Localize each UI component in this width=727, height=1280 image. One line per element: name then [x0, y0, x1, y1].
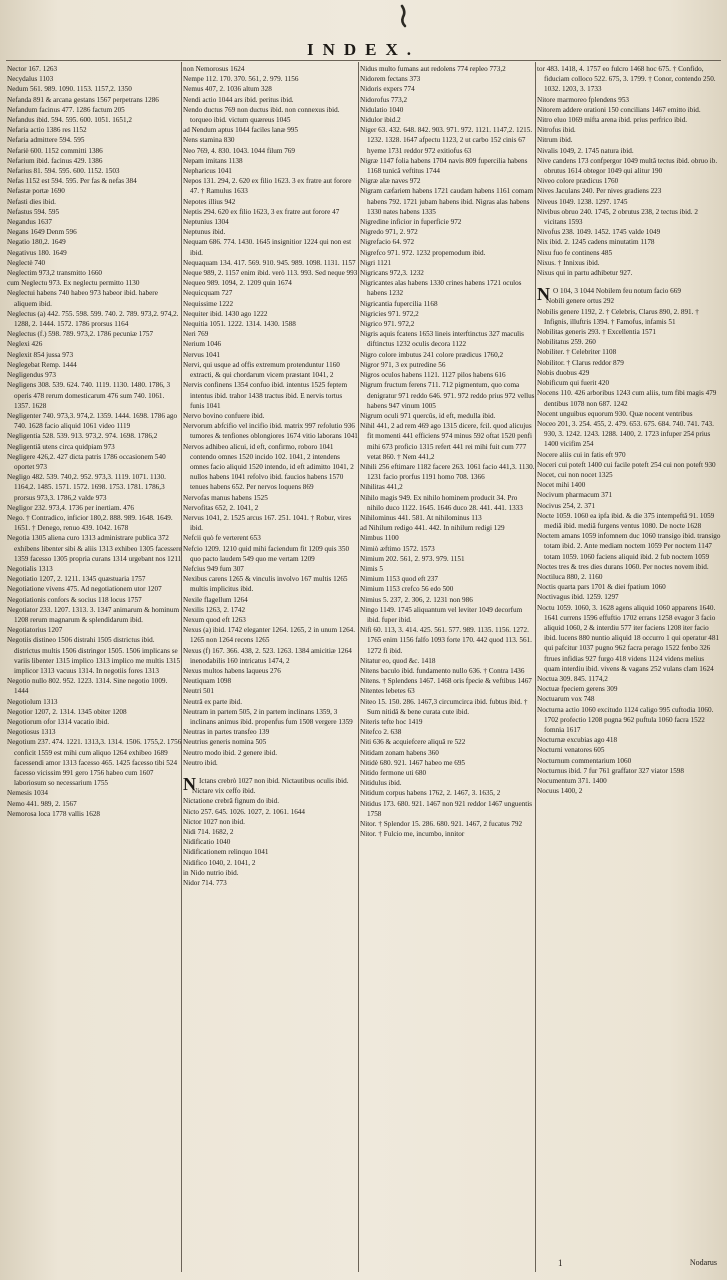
index-entry: Nitro eluo 1069 mifta arena ibid. prius perfrico ibid.	[537, 116, 688, 125]
index-entry: Nobiliter. † Celebriter 1108	[537, 348, 617, 357]
signature-mark: 1	[558, 1258, 563, 1268]
index-entry: Nobilis genere 1192, 2. † Celebris, Clarus 890, 2. 891. † Infignis, illuftris 1394. † Famofus, infamis 51	[537, 307, 699, 326]
index-entry: Nervus 1041, 2. 1525 arcus 167. 251. 1041. † Robur, vires ibid.	[183, 513, 352, 533]
index-entry: Nigredo 971, 2. 972	[360, 228, 418, 237]
index-entry: Nexilis 1263, 2. 1742	[183, 605, 246, 614]
section-gap	[183, 768, 358, 776]
index-entry: Nefcio 1209. 1210 quid mihi faciendum fit 1209 quis 350 quo pacto laudem 549 quo me vertam 1209	[183, 544, 350, 563]
index-entry: Nemorosa loca 1778 vallis 1628	[7, 809, 101, 818]
index-entry: N Ictans crebrò 1027 non ibid. Nictautibus oculis ibid.	[183, 774, 349, 795]
index-entry: Nidificatio 1040	[183, 838, 231, 847]
index-entry: Nequissime 1222	[183, 299, 234, 308]
index-entry: Noctuarum vox 748	[537, 695, 595, 704]
index-entry: Neglectus (a) 442. 755. 598. 599. 740. 2. 789. 973,2. 974,2. 1288, 2. 1444. 1572. 1786 prorsus 1164	[7, 309, 179, 329]
index-entry: Neri 769	[183, 330, 209, 339]
index-entry: Nicto 257. 645. 1026. 1027, 2. 1061. 1644	[183, 807, 305, 816]
index-entry: Nictare vix ceffo ibid.	[192, 787, 256, 796]
index-entry: Nitens. † Splendens 1467. 1468 oris fpecie & veftibus 1467	[360, 677, 532, 686]
index-entry: Nitido fermone uti 680	[360, 769, 427, 778]
index-entry: Nitrum ibid.	[537, 136, 573, 145]
index-entry: Nepos 131. 294, 2. 620 ex filio 1623. 3 ex fratre aut forore 47. † Ramulus 1633	[183, 177, 352, 196]
index-entry: Nequicquam 727	[183, 289, 233, 298]
index-entry: Nervo bovino confuere ibid.	[183, 411, 265, 420]
index-entry: Nobili genere ortus 292	[546, 297, 615, 306]
index-entry: Noctes tres & tres dies durans 1060. Per noctes novem ibid.	[537, 562, 709, 571]
index-entry: Nixus. † Innixus ibid.	[537, 258, 600, 267]
index-entry: Nigricantes alas habens 1330 crines habens 1721 oculos habens 1232	[360, 279, 522, 298]
index-entry: Nocent unguibus equorum 930. Quæ nocent ventribus	[537, 409, 693, 418]
index-entry: Negotior 1207, 2. 1314. 1345 obiter 1208	[7, 707, 127, 716]
index-entry: Nitatur eo, quod &c. 1418	[360, 656, 436, 665]
index-entry: Negligo 482. 539. 740,2. 952. 973,3. 1119. 1071. 1130. 1164,2. 1485. 1571. 1572. 1698. 1753. 1781. 1786,3 prorsus 973,3. 1786,2 valde 973	[7, 473, 166, 502]
index-entry: Nigris aquis fcatens 1653 lineis interftinctus 327 maculis diftinctus 1232 oculis decora 1122	[360, 330, 524, 349]
index-entry: Nocturna actio 1060 excitudo 1124 caligo 995 cuftodia 1060. 1702 profectio 1208 pugna 962 puftula 1060 facra 1522 fomnia 1617	[537, 705, 714, 734]
index-entry: Neglectus (f.) 598. 789. 973,2. 1786 pecuniæ 1757	[7, 330, 154, 339]
index-entry: Nocturnus ibid. 7 fur 761 graffator 327 viator 1598	[537, 766, 684, 775]
index-entry: Nigro colore imbutus 241 colore prædicus 1760,2	[360, 350, 504, 359]
index-entry: cum Neglectu 973. Ex neglectu permitto 1130	[7, 279, 140, 288]
index-entry: Neptis 294. 620 ex filio 1623, 3 ex fratre aut forore 47	[183, 207, 340, 216]
index-entry: Nervorum abfcifio vel incifio ibid. matrix 997 refolutio 936 tumores & tenfiones oblongiores 1674 vitio laborans 1041	[183, 422, 358, 441]
index-entry: Niveus 1049. 1238. 1297. 1745	[537, 197, 628, 206]
index-entry: Nocte 1059. 1060 ea ipfa ibid. & die 375 intempeftâ 91. 1059 mediâ ibid. mediâ furgens ventus 1080. De nocte 1628	[537, 511, 715, 530]
index-entry: Nocuus 1400, 2	[537, 787, 583, 796]
index-entry: Negotium 237. 474. 1221. 1313,3. 1314. 1506. 1755,2. 1756 conficit 1559 est mihi cum aliquo 1264 exhibeo 1689 facessendi amor 1313 facesso 465. 1425 facesso tibi 524 facesso vicissim 991 gero 1756 habeo cum 1607 laboriosum so necessarium 1755	[7, 738, 182, 788]
index-entry: Noctu 1059. 1060, 3. 1628 agens aliquid 1060 apparens 1640. 1641 currens 1596 effuftio 1702 errans 1258 evagor 3 facio aliquid 1060, 2 & interdiu 577 iter faciens 1208 iter facio ibid. lucens 880 nuntio aliquid 18 occurro 1 qui operatur 481 qui pafcitur 1037 pugno 962 facra perago 1522 fenbo 326 ftrues infidias 927 furgo 418 videns 1124 videns melius quam interdiu ibid. vivens & vagans 252 vulans clam 1624	[537, 603, 720, 673]
index-entry: Nemo 441. 989, 2. 1567	[7, 799, 77, 808]
index-entry: Neutras in partes transfeo 139	[183, 728, 270, 737]
index-column-2	[183, 64, 358, 1264]
index-entry: Nihilitas 441,2	[360, 483, 403, 492]
index-entry: Neutiquam 1098	[183, 677, 232, 686]
index-entry: Nictor 1027 non ibid.	[183, 817, 245, 826]
index-entry: Nimiò æftimo 1572. 1573	[360, 544, 435, 553]
index-entry: Negotio nullo 802. 952. 1223. 1314. Sine negotio 1009. 1444	[7, 677, 168, 696]
index-entry: Nens stamina 830	[183, 136, 235, 145]
index-column-4	[537, 64, 721, 1264]
index-entry: Nigræ alæ naves 972	[360, 177, 421, 186]
index-entry: Noctem amans 1059 infomnem duc 1060 transigo ibid. transigo totam ibid. 2. Ante mediam noctem 1059 Per noctem 1147 totam 1059. 1060 faciens aliquid ibid. 2 fub noctem 1059	[537, 532, 721, 561]
index-entry: Nivibus obruo 240. 1745, 2 obrutus 238, 2 tectus ibid. 2 vicitans 1593	[537, 207, 698, 227]
index-entry: Nobilitas generis 293. † Excellentia 1571	[537, 328, 656, 337]
index-entry: Niveo colore prædicus 1760	[537, 177, 619, 186]
index-entry: Nefarium ibid. facinus 429. 1386	[7, 156, 103, 165]
index-entry: Nimium 202. 561, 2. 973. 979. 1151	[360, 554, 465, 563]
index-entry: Neglexi 426	[7, 340, 43, 349]
index-entry: Nervus 1041	[183, 350, 220, 359]
index-entry: Nocivum pharmacum 371	[537, 491, 613, 500]
index-column-1	[7, 64, 182, 1264]
index-entry: Negligentia 528. 539. 913. 973,2. 974. 1698. 1786,2	[7, 432, 158, 441]
index-entry: Neglectui habens 740 habeo 973 habeor ibid. habere aliquem ibid.	[7, 289, 158, 308]
index-entry: Nivalis 1049, 2. 1745 natura ibid.	[537, 146, 634, 155]
index-entry: ad Nendum aptus 1044 faciles lanæ 995	[183, 126, 298, 135]
index-entry: Nexus (a) ibid. 1742 eleganter 1264. 1265, 2 in unum 1264. 1265 non 1264 recens 1265	[183, 626, 356, 645]
index-entry: Nefanda 891 & arcana gestans 1567 perpetrans 1286	[7, 95, 159, 104]
index-entry: Nefastæ portæ 1690	[7, 187, 65, 196]
index-entry: Nequam 686. 774. 1430. 1645 insignitior 1224 qui non est ibid.	[183, 238, 352, 257]
index-entry: ad Nihilum redigo 441. 442. In nihilum redigi 129	[360, 524, 505, 533]
index-entry: Nigredine inficior in fuperficie 972	[360, 218, 462, 227]
index-entry: Noceri cui poteft 1400 cui facile poteft 254 cui non poteft 930	[537, 460, 716, 469]
index-entry: Nefarius 81. 594. 595. 600. 1152. 1503	[7, 167, 120, 176]
index-entry: Nexile flagellum 1264	[183, 595, 248, 604]
index-entry: Nitefco 2. 638	[360, 728, 402, 737]
index-entry: Nives Jaculans 240. Per nives gradiens 223	[537, 187, 662, 196]
index-entry: Nitor. † Fulcio me, incumbo, innitor	[360, 830, 465, 839]
index-entry: Nexum quod eft 1263	[183, 615, 246, 624]
index-entry: Nequeo 989. 1094, 2. 1209 quin 1674	[183, 279, 292, 288]
index-entry: Nigræ 1147 folia habens 1704 navis 809 fupercilia habens 1168 tunicâ veftitus 1744	[360, 156, 528, 176]
index-entry: Neutro modo ibid. 2 genere ibid.	[183, 748, 278, 757]
index-entry: Negatio 180,2. 1649	[7, 238, 66, 247]
index-entry: Nempe 112. 170. 370. 561, 2. 979. 1156	[183, 75, 299, 84]
index-entry: Negligens 308. 539. 624. 740. 1119. 1130. 1480. 1786, 3 operis 478 rerum domesticarum 476 sum 740. 1061. 1357. 1628	[7, 381, 171, 410]
index-entry: Necydalus 1103	[7, 75, 54, 84]
index-entry: Nerium 1046	[183, 340, 222, 349]
index-entry: Nector 167. 1263	[7, 65, 58, 73]
index-entry: Negotiatorius 1207	[7, 626, 63, 635]
index-entry: Nexibus carens 1265 & vinculis involvo 167 multis 1265 multis implicitus ibid.	[183, 575, 348, 594]
index-entry: Neutrâ ex parte ibid.	[183, 697, 243, 706]
index-entry: Nervos adhibeo alicui, id eft, confirmo, roboro 1041 contendo omnes 1520 incido 102. 1041, 2 intendens omnes facio aliquid 1520 intendo, id eft adimitto 1041, 2 nullos habens 1041 refolvo ibid. faucios habens 1570 tenues habens 652. Per nervos loquens 869	[183, 442, 354, 492]
index-entry: Neutram in partem 505, 2 in partem inclinans 1359, 3 inclinans animus ibid. propenfus fum 1508 vergere 1359	[183, 707, 353, 726]
index-entry: Nixu fuo fe continens 485	[537, 248, 613, 257]
index-entry: Negotiorum ofor 1314 vacatio ibid.	[7, 718, 110, 726]
index-entry: Nepam imitans 1138	[183, 156, 243, 165]
index-entry: Negotiatione vivens 475. Ad negotiationem utor 1207	[7, 585, 162, 594]
index-entry: Nocere aliis cui in fatis eft 970	[537, 450, 626, 459]
index-entry: Nitidè 680. 921. 1467 habeo me 695	[360, 758, 466, 767]
index-entry: Nimium 1153 crefco 56 edo 500	[360, 585, 454, 594]
index-entry: Nitidus 173. 680. 921. 1467 non 921 reddor 1467 unguentis 1758	[360, 799, 533, 818]
index-entry: Nefas 1152 est 594. 595. Per fas & nefas 384	[7, 177, 137, 186]
index-entry: Nidi 714. 1682, 2	[183, 828, 234, 837]
index-entry: Neutri 501	[183, 687, 214, 696]
index-entry: Nictatione crebrâ fignum do ibid.	[183, 797, 280, 806]
index-entry: Nemus 407, 2. 1036 altum 328	[183, 85, 272, 94]
section-gap	[537, 278, 721, 286]
index-entry: Nimium 1153 quod eft 237	[360, 575, 438, 584]
index-entry: Noctis quarta pars 1701 & diei fpatium 1060	[537, 583, 666, 592]
index-entry: Nemesis 1034	[7, 789, 48, 798]
index-entry: Nive candens 173 confpergor 1049 multâ tectus ibid. obruo ib. obrutus 1614 obtegor 1049 qui alitur 190	[537, 156, 718, 176]
index-entry: Nitidam zonam habens 360	[360, 748, 439, 757]
index-entry: Niti 636 & acquiefcere aliquâ re 522	[360, 738, 466, 747]
index-entry: Nepotes illius 942	[183, 197, 236, 206]
index-entry: Negligentiâ utens circa quidpiam 973	[7, 442, 115, 451]
index-entry: Nefasti dies ibid.	[7, 197, 56, 206]
index-entry: Neglectim 973,2 transmitto 1660	[7, 269, 103, 278]
index-entry: Negligere 426,2. 427 dicta patris 1786 occasionem 540 oportet 973	[7, 452, 166, 471]
index-entry: Niger 63. 432. 648. 842. 903. 971. 972. 1121. 1147,2. 1215. 1232. 1328. 1647 afpectu 1123, 2 ut carbo 152 cinis 67 hyeme 1731 reddor 972 exitiofus 63	[360, 126, 533, 155]
index-entry: Neglexit 854 jussa 973	[7, 350, 74, 359]
index-entry: Nobilitor. † Clarus reddor 879	[537, 358, 624, 367]
index-entry: Neo 769, 4. 830. 1043. 1044 filum 769	[183, 146, 295, 155]
index-entry: Nocturnum commentarium 1060	[537, 756, 632, 765]
index-column-3	[360, 64, 535, 1264]
index-entry: Nigros oculos habens 1121. 1127 pilos habens 616	[360, 371, 506, 380]
index-entry: Negativus 180. 1649	[7, 248, 67, 257]
index-entry: Nitens baculo ibid. fundamento nullo 636. † Contra 1436	[360, 666, 525, 675]
index-entry: Nocturni venatores 605	[537, 746, 605, 755]
index-entry: Nitidulus ibid.	[360, 779, 402, 788]
index-entry: Nervofitas 652, 2. 1041, 2	[183, 503, 259, 512]
index-entry: Negligor 232. 973,4. 1736 per inertiam. 476	[7, 503, 134, 512]
index-entry: Nigram cæfariem habens 1721 caudam habens 1161 comam habens 792. 1721 jubam habens ibid. Nigras alas habens 1330 nates habens 1335	[360, 187, 534, 216]
column-divider	[535, 62, 536, 1272]
index-entry: Nefcii quò fe verterent 653	[183, 534, 261, 543]
index-entry: Nifi 60. 113, 3. 414. 425. 561. 577. 989. 1135. 1156. 1272. 1765 enim 1156 falfo 1093 forte 170. 442 quod 113. 561. 1272 fi ibid.	[360, 626, 532, 655]
index-entry: Nidificationem relinquo 1041	[183, 848, 269, 857]
index-entry: Nimbus 1100	[360, 534, 399, 543]
index-entry: Negotiolum 1313	[7, 697, 58, 706]
index-entry: Negotiator 233. 1207. 1313. 3. 1347 animarum & hominum 1208 rerum magnarum & splendidarum ibid.	[7, 605, 180, 624]
index-entry: Nigricies 971. 972,2	[360, 309, 419, 318]
index-entry: Neutro ibid.	[183, 758, 218, 767]
index-entry: Neglegebat Remp. 1444	[7, 360, 77, 369]
index-entry: Nigricans 972,3. 1232	[360, 269, 424, 278]
index-entry: Niteo 15. 150. 286. 1467,3 circumcirca ibid. fubtus ibid. † Sum nitidâ & bene curata cute ibid.	[360, 697, 528, 716]
index-entry: Nidorem fectans 373	[360, 75, 421, 84]
header-rule	[6, 60, 721, 61]
index-entry: Nigrefacio 64. 972	[360, 238, 415, 247]
index-entry: Nendi actio 1044 ars ibid. peritus ibid.	[183, 95, 294, 104]
index-entry: Nefastus 594. 595	[7, 207, 60, 216]
column-divider	[358, 62, 359, 1272]
index-entry: Nidoris expers 774	[360, 85, 415, 94]
index-entry: Nihilominus 441. 581. At nihilominus 113	[360, 513, 482, 522]
index-entry: Negandus 1637	[7, 218, 52, 227]
index-entry: Nendo ductus 769 non ductus ibid. non connexus ibid. torqueo ibid. victum quæreus 1045	[183, 105, 340, 125]
index-entry: Neutrius generis nomina 505	[183, 738, 267, 747]
index-entry: Nitidum corpus habens 1762, 2. 1467, 3. 1635, 2	[360, 789, 501, 798]
index-entry: Nocivus 254, 2. 371	[537, 501, 596, 510]
index-entry: Nigrum fructum ferens 711. 712 pigmentum, quo coma denigratur 971 reddo 646. 971. 972 reddo prius 972 vellus habens 947 vinum 1005	[360, 381, 535, 410]
index-entry: Nervis confinens 1354 confuo ibid. intentus 1525 feptem intentus ibid. trahor 1438 tractus ibid. E nervis tortus funis 1041	[183, 381, 348, 410]
index-entry: Noctua 309. 845. 1174,2	[537, 674, 608, 683]
index-entry: Nego. † Contradico, inficior 180,2. 888. 989. 1648. 1649. 1651. † Denego, renuo 439. 1042. 1678	[7, 513, 173, 533]
index-entry: in Nido nutrio ibid.	[183, 868, 239, 877]
index-entry: Nigricantia fupercilia 1168	[360, 299, 438, 308]
index-entry: Negligendus 973	[7, 371, 56, 380]
index-entry: Negotialis 1313	[7, 564, 53, 573]
index-entry: Nequitia 1051. 1222. 1314. 1430. 1588	[183, 320, 296, 329]
index-entry: Nocens 110. 426 arboribus 1243 cum aliis, tum fibi magis 479 dentibus 1078 non 687. 1242	[537, 389, 717, 408]
index-entry: Nimis 5	[360, 564, 383, 573]
index-entry: Nefcius 949 fum 307	[183, 564, 244, 573]
index-entry: Nedum 561. 989. 1090. 1153. 1157,2. 1350	[7, 85, 132, 94]
index-entry: Nocet, cui non nocet 1325	[537, 470, 613, 479]
index-entry: Noctivagus ibid. 1259. 1297	[537, 593, 619, 602]
index-entry: Nocturnæ excubias ago 418	[537, 736, 618, 745]
index-entry: non Nemorosus 1624	[183, 65, 245, 73]
catchword: Nodarus	[689, 1258, 717, 1267]
index-entry: Nigrico 971. 972,2	[360, 320, 415, 329]
index-entry: Negligenter 740. 973,3. 974,2. 1359. 1444. 1698. 1786 ago 740. 1628 facio aliquid 1061 video 1119	[7, 411, 178, 431]
index-entry: Nequiter ibid. 1430 ago 1222	[183, 309, 268, 318]
index-entry: Negotiatio 1207, 2. 1211. 1345 quæstuaria 1757	[7, 575, 146, 584]
index-entry: Noceo 201, 3. 254. 455, 2. 479. 653. 675. 684. 740. 741. 743. 930, 3. 1242. 1243. 1288. 1400, 2. 1723 infuper 254 prius 1400 vicifim 254	[537, 419, 714, 449]
index-entry: Nefariè 600. 1152 committi 1386	[7, 146, 103, 155]
index-entry: Nix ibid. 2. 1245 cadens minutatim 1178	[537, 238, 655, 247]
index-entry: Nefaria actio 1386 res 1152	[7, 126, 87, 135]
index-entry: Nixus qui in partu adhibetur 927.	[537, 269, 633, 278]
index-entry: Nepharicus 1041	[183, 167, 232, 176]
index-entry: Neptunus ibid.	[183, 228, 226, 237]
folio-mark-icon	[396, 4, 414, 28]
index-entry: Neptunius 1304	[183, 218, 229, 227]
index-entry: Nidifico 1040, 2. 1041, 2	[183, 858, 256, 867]
index-entry: Nitrofus ibid.	[537, 126, 576, 135]
index-entry: Nidorofus 773,2	[360, 95, 408, 104]
index-entry: Nidus multo fumans aut redolens 774 repleo 773,2	[360, 65, 506, 73]
index-entry: Nobilitatus 259. 260	[537, 338, 596, 347]
index-entry: Nocumentum 371. 1400	[537, 777, 607, 786]
index-entry: Nefaria admittere 594. 595	[7, 136, 85, 145]
index-entry: Nidor 714. 773	[183, 879, 227, 888]
index-entry: Nimius 5. 237, 2. 306, 2. 1231 non 986	[360, 595, 473, 604]
index-entry: Nexus multos habens laqueus 276	[183, 666, 281, 675]
index-entry: Nivofus 238. 1049. 1452. 1745 valde 1049	[537, 228, 661, 237]
index-entry: Nitor. † Splendor 15. 286. 680. 921. 1467, 2 fucatus 792	[360, 820, 523, 829]
index-entry: Nigror 971, 3 ex putredine 56	[360, 360, 446, 369]
index-entry: Nefandus ibid. 594. 595. 600. 1051. 1651,2	[7, 116, 132, 125]
index-entry: Nitentes lebetes 63	[360, 687, 415, 696]
index-entry: Nequaquam 134. 417. 569. 910. 945. 989. 1098. 1131. 1157	[183, 258, 356, 267]
index-entry: Nidulatio 1040	[360, 105, 404, 114]
index-entry: Nervi, qui usque ad offis extremum protenduntur 1160 extracti, & qui chordarum vicem præstant 1041, 2	[183, 360, 340, 380]
index-entry: Negans 1649 Denm 596	[7, 228, 77, 237]
index-entry: Niteris tefte hoc 1419	[360, 718, 423, 726]
index-entry: Nihilo magis 949. Ex nihilo hominem producit 34. Pro nihilo duco 1122. 1645. 1646 duco 28. 441. 441. 1333	[360, 493, 523, 512]
index-entry: Nigrefco 971. 972. 1232 propemodum ibid.	[360, 248, 486, 257]
index-entry: Negotiosus 1313	[7, 728, 56, 737]
index-entry: Nobis duobus 429	[537, 368, 590, 377]
index-entry: Noctiluca 880, 2. 1160	[537, 572, 603, 581]
index-entry: tor 483. 1418, 4. 1757 eo fulcro 1468 hoc 675. † Confido, fiduciam colloco 522. 675, 3. 1799. † Conor, contendo 250. 1032. 1203, 3. 1733	[537, 65, 716, 94]
index-entry: Noctuæ fpeciem gerens 309	[537, 685, 618, 694]
index-entry: N O 104, 3 1044 Nobilem feu notum facio 669	[537, 284, 681, 305]
page-title: INDEX.	[306, 40, 421, 59]
index-entry: Nigri 1121	[360, 258, 392, 267]
index-entry: Nihil 441, 2 ad rem 469 ago 1315 dicere, fcil. quod alicujus fit momenti 441 efficiens 974 minus 592 oftat 1520 penfi mihi 673 proficio 1315 refert 441 rei mihi fuit cum 777 vetat 860. † Nem 441,2	[360, 422, 532, 461]
index-entry: Nervofas manus habens 1525	[183, 493, 268, 502]
index-entry: Nidulor ibid.2	[360, 116, 401, 125]
index-entry: Nitore marmoreo fplendens 953	[537, 95, 630, 104]
index-entry: Neque 989, 2. 1157 enim ibid. verò 113. 993. Sed neque 993	[183, 269, 358, 278]
index-entry: Nefandum facinus 477. 1286 factum 205	[7, 105, 125, 114]
index-entry: Neglectè 740	[7, 258, 46, 267]
index-entry: Nihili 256 eftimare 1182 facere 263. 1061 facio 441,3. 1130. 1231 facio prorfus 1191 homo 708. 1366	[360, 462, 535, 482]
index-entry: Ningo 1149. 1745 aliquantum vel leviter 1049 decorfum ibid. fuper ibid.	[360, 605, 523, 624]
index-entry: Nobificum qui fuerit 420	[537, 379, 610, 388]
index-entry: Negotiationis confors & socius 118 locus 1757	[7, 595, 142, 604]
index-entry: Nigrum oculi 971 quercûs, id eft, medulla ibid.	[360, 411, 496, 420]
index-entry: Nocet mihi 1400	[537, 481, 586, 490]
index-entry: Nitorem addere orationi 150 concilians 1467 emitto ibid.	[537, 105, 701, 114]
index-entry: Nexus (f) 167. 366. 438, 2. 523. 1263. 1384 amicitiæ 1264 inenodabilis 160 intricatus 1474, 2	[183, 646, 352, 665]
index-entry: Negotia 1305 aliena curo 1313 administrare publica 372 exhibens libenter sibi & aliis 1313 exhibeo 1305 facessere 1359 facesso 1305 propria curans 1314 urgebant nos 1211	[7, 534, 182, 563]
index-entry: Negotiis distineo 1506 distrahi 1505 districtus ibid. districtus multis 1506 distringor 1505. 1506 implicans se variis libenter 1315 implico 1313 implico me multis 1315 implicor 1313 vacuus 1314. In negotiis fores 1313	[7, 636, 181, 675]
